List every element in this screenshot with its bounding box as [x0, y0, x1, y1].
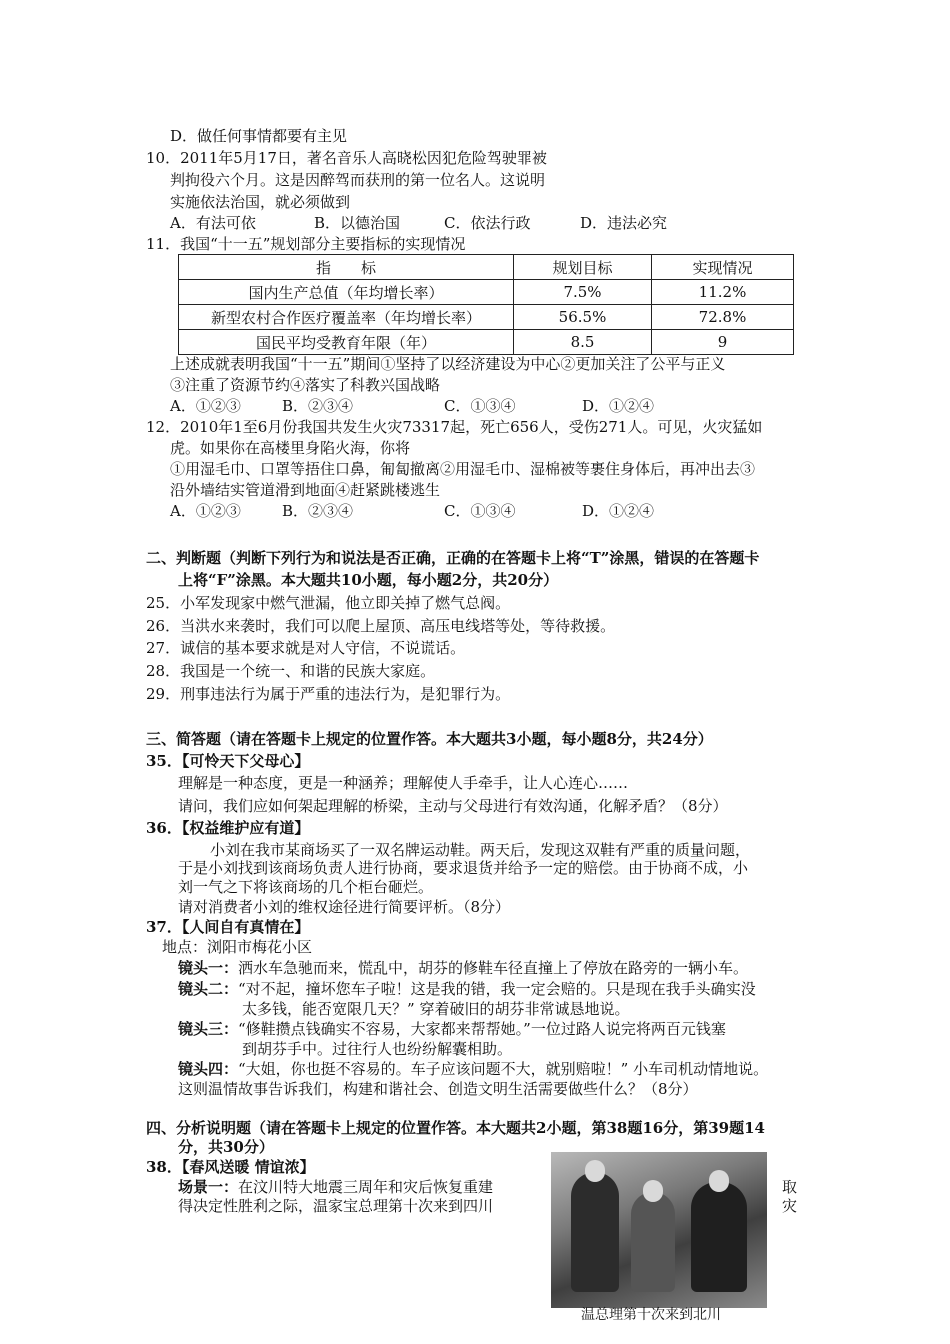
q10-option-c: C．依法行政 [444, 214, 531, 232]
table-cell: 7.5% [514, 280, 652, 305]
section3-title: 三、简答题（请在答题卡上规定的位置作答。本大题共3小题，每小题8分，共24分） [146, 730, 713, 748]
q36-line2: 于是小刘找到该商场负责人进行协商，要求退货并给予一定的赔偿。由于协商不成，小 [178, 859, 749, 877]
q12-stem-line2: 虎。如果你在高楼里身陷火海，你将 [170, 439, 411, 457]
scene-label: 场景一： [178, 1178, 239, 1196]
q10-option-a: A．有法可依 [170, 214, 256, 232]
table-row [179, 280, 794, 305]
table-header-cell: 规划目标 [514, 255, 652, 280]
q37-shot1 [178, 958, 748, 978]
shot-label: 镜头二： [178, 980, 239, 998]
q12-option-a: A．①②③ [170, 502, 241, 520]
table-header-row [179, 255, 794, 280]
q10-stem-line3: 实施依法治国，就必须做到 [170, 193, 351, 211]
q11-option-c: C．①③④ [444, 397, 516, 415]
q37-heading: 37．【人间自有真情在】 [146, 918, 310, 936]
q38-line2-right: 灾 [782, 1197, 798, 1215]
q11-option-d: D．①②④ [582, 397, 655, 415]
news-photo [551, 1152, 767, 1308]
q12-option-c: C．①③④ [444, 502, 516, 520]
q12-option-b: B．②③④ [282, 502, 354, 520]
shot-label: 镜头一： [178, 959, 239, 977]
table-header-cell: 实现情况 [652, 255, 794, 280]
photo-caption: 温总理第十次来到北川 [581, 1307, 721, 1323]
section2-title-line1: 二、判断题（判断下列行为和说法是否正确，正确的在答题卡上将“T”涂黑，错误的在答题卡 [146, 549, 760, 567]
q9-option-d: D．做任何事情都要有主见 [170, 127, 348, 145]
q10-option-d: D．违法必究 [580, 214, 668, 232]
q36-heading: 36．【权益维护应有道】 [146, 819, 310, 837]
photo-face [643, 1180, 663, 1202]
list-item: 28．我国是一个统一、和谐的民族大家庭。 [146, 662, 436, 680]
table-cell: 8.5 [514, 330, 652, 355]
q10-stem-line1: 10．2011年5月17日，著名音乐人高晓松因犯危险驾驶罪被 [146, 149, 547, 167]
list-item: 26．当洪水来袭时，我们可以爬上屋顶、高压电线塔等处，等待救援。 [146, 617, 616, 635]
q11-options [170, 396, 654, 416]
q37-place: 地点：浏阳市梅花小区 [162, 938, 313, 956]
table-cell: 72.8% [652, 305, 794, 330]
list-item: 29．刑事违法行为属于严重的违法行为，是犯罪行为。 [146, 685, 511, 703]
photo-figure [631, 1192, 675, 1292]
table-cell: 56.5% [514, 305, 652, 330]
shot-text: “大姐，你也挺不容易的。车子应该问题不大，就别赔啦！” 小车司机动情地说。 [238, 1060, 769, 1078]
q10-option-b: B．以德治国 [314, 214, 401, 232]
table-header-cell: 指 标 [179, 255, 514, 280]
q35-heading: 35．【可怜天下父母心】 [146, 752, 310, 770]
q36-line4: 请对消费者小刘的维权途径进行简要评析。（8分） [178, 898, 511, 916]
q38-line2: 得决定性胜利之际，温家宝总理第十次来到四川 [178, 1197, 494, 1215]
q37-shot2-cont: 太多钱，能否宽限几天？” 穿着破旧的胡芬非常诚恳地说。 [242, 1000, 630, 1018]
q12-option-d: D．①②④ [582, 502, 655, 520]
table-row [179, 305, 794, 330]
section2-title-line2: 上将“F”涂黑。本大题共10小题，每小题2分，共20分） [178, 571, 559, 589]
q37-shot4 [178, 1059, 768, 1079]
photo-face [709, 1170, 729, 1192]
q37-shot3 [178, 1019, 726, 1039]
q11-line1: 上述成就表明我国“十一五”期间①坚持了以经济建设为中心②更加关注了公平与正义 [170, 355, 726, 373]
q36-line1: 小刘在我市某商场买了一双名牌运动鞋。两天后，发现这双鞋有严重的质量问题， [210, 841, 751, 859]
q38-line1 [178, 1177, 493, 1197]
q37-shot3-cont: 到胡芬手中。过往行人也纷纷解囊相助。 [242, 1040, 513, 1058]
q10-options [170, 213, 667, 233]
shot-text: 洒水车急驰而来，慌乱中，胡芬的修鞋车径直撞上了停放在路旁的一辆小车。 [238, 959, 749, 977]
scene-text: 在汶川特大地震三周年和灾后恢复重建 [238, 1178, 494, 1196]
shot-label: 镜头三： [178, 1020, 239, 1038]
table-cell: 新型农村合作医疗覆盖率（年均增长率） [179, 305, 514, 330]
section4-title-line1: 四、分析说明题（请在答题卡上规定的位置作答。本大题共2小题，第38题16分，第39题14 [146, 1119, 765, 1137]
q12-options [170, 501, 654, 521]
q11-stem: 11．我国“十一五”规划部分主要指标的实现情况 [146, 235, 466, 253]
q11-line2: ③注重了资源节约④落实了科教兴国战略 [170, 376, 441, 394]
table-row [179, 330, 794, 355]
list-item: 25．小军发现家中燃气泄漏，他立即关掉了燃气总阀。 [146, 594, 511, 612]
q10-stem-line2: 判拘役六个月。这是因醉驾而获刑的第一位名人。这说明 [170, 171, 546, 189]
q37-shot2 [178, 979, 756, 999]
photo-figure [571, 1172, 619, 1292]
photo-face [585, 1160, 605, 1182]
table-cell: 国民平均受教育年限（年） [179, 330, 514, 355]
shot-text: “修鞋攒点钱确实不容易，大家都来帮帮她。”一位过路人说完将两百元钱塞 [238, 1020, 726, 1038]
q11-option-b: B．②③④ [282, 397, 354, 415]
q38-heading: 38．【春风送暖 情谊浓】 [146, 1158, 315, 1176]
shot-label: 镜头四： [178, 1060, 239, 1078]
q12-stem-line4: 沿外墙结实管道滑到地面④赶紧跳楼逃生 [170, 481, 441, 499]
q11-option-a: A．①②③ [170, 397, 241, 415]
q12-stem-line3: ①用湿毛巾、口罩等捂住口鼻，匍匐撤离②用湿毛巾、湿棉被等裹住身体后，再冲出去③ [170, 460, 756, 478]
q37-question: 这则温情故事告诉我们，构建和谐社会、创造文明生活需要做些什么？（8分） [178, 1080, 698, 1098]
q11-indicator-table [178, 254, 794, 355]
list-item: 27．诚信的基本要求就是对人守信，不说谎话。 [146, 639, 466, 657]
table-cell: 11.2% [652, 280, 794, 305]
q35-line1: 理解是一种态度，更是一种涵养；理解使人手牵手，让人心连心…… [178, 774, 629, 792]
q35-line2: 请问，我们应如何架起理解的桥梁，主动与父母进行有效沟通，化解矛盾？（8分） [178, 797, 728, 815]
q12-stem-line1: 12．2010年1至6月份我国共发生火灾73317起，死亡656人，受伤271人。可见，火灾猛如 [146, 418, 763, 436]
q36-line3: 刘一气之下将该商场的几个柜台砸烂。 [178, 878, 434, 896]
table-cell: 9 [652, 330, 794, 355]
section4-title-line2: 分，共30分） [178, 1138, 274, 1156]
q38-line1-right: 取 [782, 1178, 798, 1196]
table-cell: 国内生产总值（年均增长率） [179, 280, 514, 305]
photo-figure [691, 1182, 747, 1292]
shot-text: “对不起，撞坏您车子啦！这是我的错，我一定会赔的。只是现在我手头确实没 [238, 980, 756, 998]
